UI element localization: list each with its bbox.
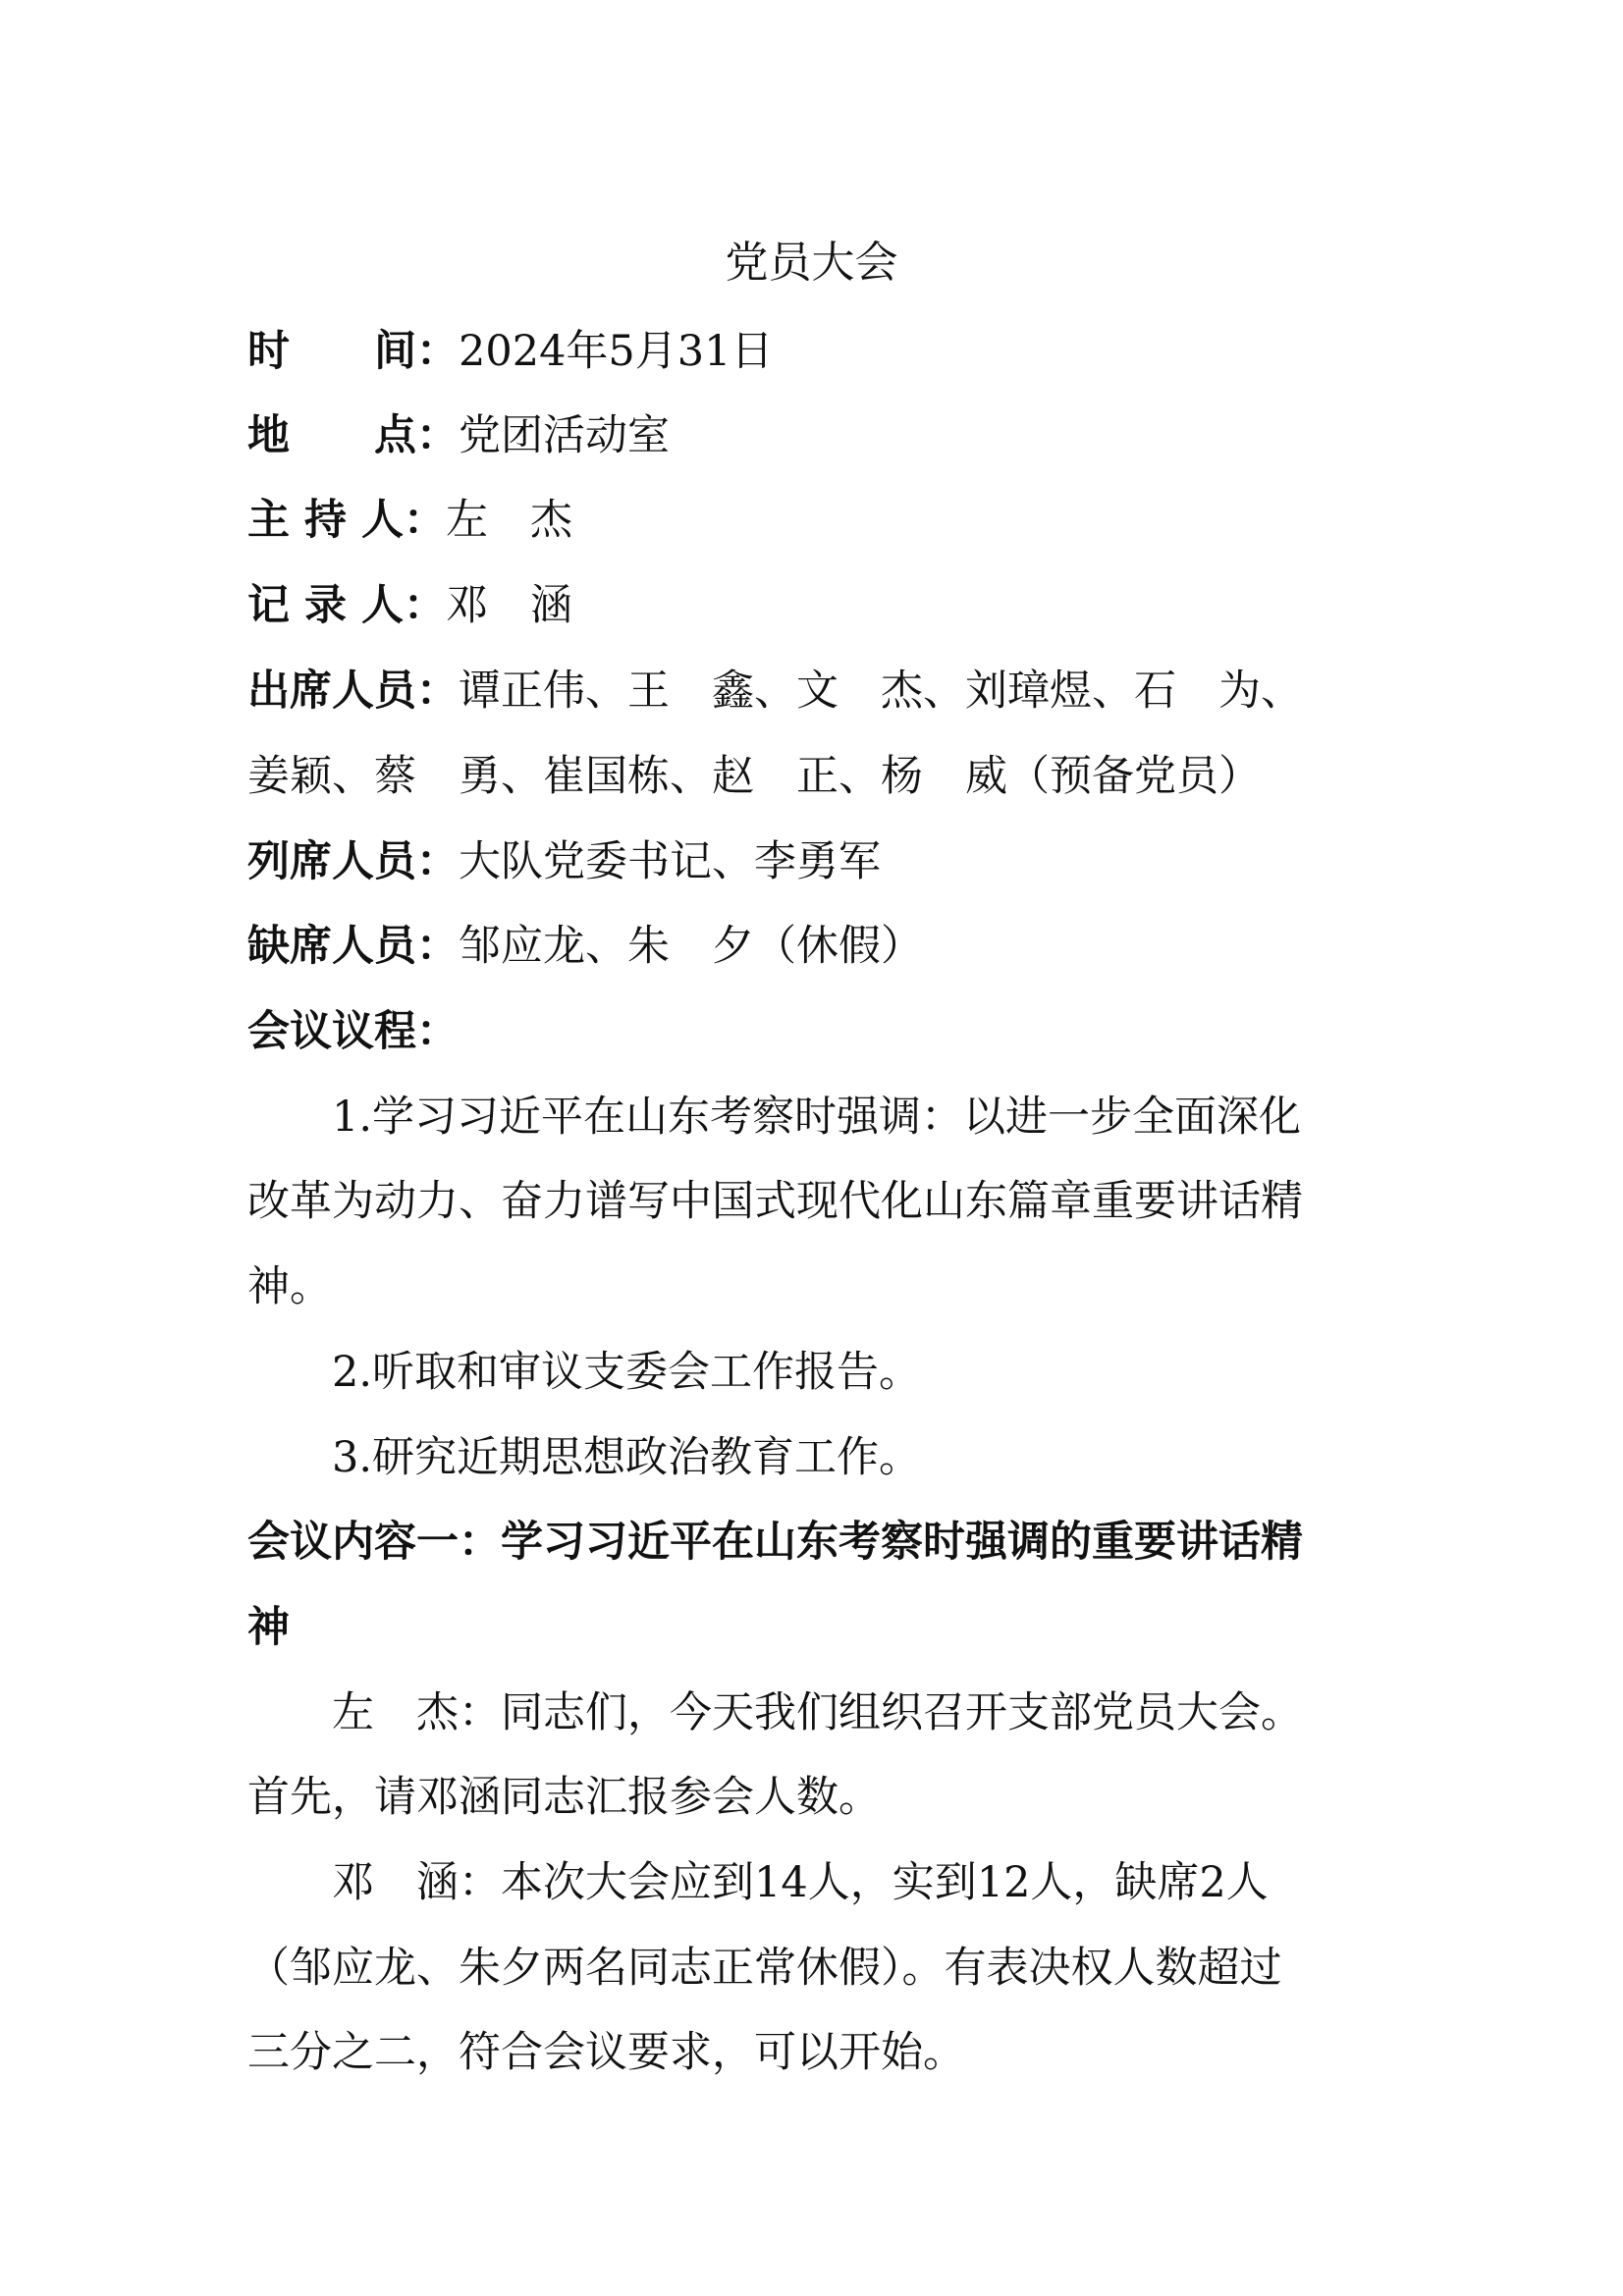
agenda-item-1-line-2: 改革为动力、奋力谱写中国式现代化山东篇章重要讲话精: [247, 1177, 1303, 1226]
attendees-row: [247, 662, 1386, 721]
speech-denghan-line-2: （邹应龙、朱夕两名同志正常休假）。有表决权人数超过: [247, 1944, 1282, 1993]
host-value: 左 杰: [445, 496, 572, 545]
observers-label: 列席人员：: [247, 837, 459, 886]
content-one-heading-line-2: 神: [247, 1603, 290, 1652]
agenda-heading: 会议议程：: [247, 1007, 459, 1056]
attendees-line-1: 谭正伟、王 鑫、文 杰、刘璋煜、石 为、: [459, 667, 1303, 716]
attendees-label: 出席人员：: [247, 667, 459, 716]
host-row: [247, 491, 1386, 550]
observers-row: [247, 832, 1386, 891]
recorder-label: 记 录 人：: [247, 581, 446, 630]
content-one-heading-line-1: 会议内容一：学习习近平在山东考察时强调的重要讲话精: [247, 1518, 1303, 1567]
speech-zuojie-line-1: 左 杰：同志们，今天我们组织召开支部党员大会。: [332, 1688, 1303, 1737]
recorder-value: 邓 涵: [445, 581, 572, 630]
agenda-item-1-line-3: 神。: [247, 1262, 332, 1311]
speech-zuojie-line-2: 首先，请邓涵同志汇报参会人数。: [247, 1773, 881, 1822]
time-row: [247, 322, 1386, 381]
speech-denghan-line-1: 邓 涵：本次大会应到14人，实到12人，缺席2人: [332, 1858, 1269, 1907]
agenda-item-2: 2.听取和审议支委会工作报告。: [332, 1348, 922, 1397]
time-label: 时 间：: [247, 327, 459, 376]
time-value: 2024年5月31日: [459, 327, 774, 376]
recorder-row: [247, 576, 1386, 635]
host-label: 主 持 人：: [247, 496, 446, 545]
observers-value: 大队党委书记、李勇军: [459, 837, 881, 886]
agenda-item-1-line-1: 1.学习习近平在山东考察时强调：以进一步全面深化: [332, 1093, 1302, 1142]
agenda-item-3: 3.研究近期思想政治教育工作。: [332, 1433, 922, 1482]
place-row: [247, 406, 1386, 465]
absent-label: 缺席人员：: [247, 922, 459, 971]
speech-denghan-line-3: 三分之二，符合会议要求，可以开始。: [247, 2028, 965, 2077]
absent-row: [247, 917, 1386, 976]
place-value: 党团活动室: [459, 411, 670, 460]
place-label: 地 点：: [247, 411, 459, 460]
attendees-line-2: 姜颖、蔡 勇、崔国栋、赵 正、杨 威（预备党员）: [247, 752, 1261, 801]
absent-value: 邹应龙、朱 夕（休假）: [459, 922, 923, 971]
document-title: 党员大会: [725, 238, 898, 288]
